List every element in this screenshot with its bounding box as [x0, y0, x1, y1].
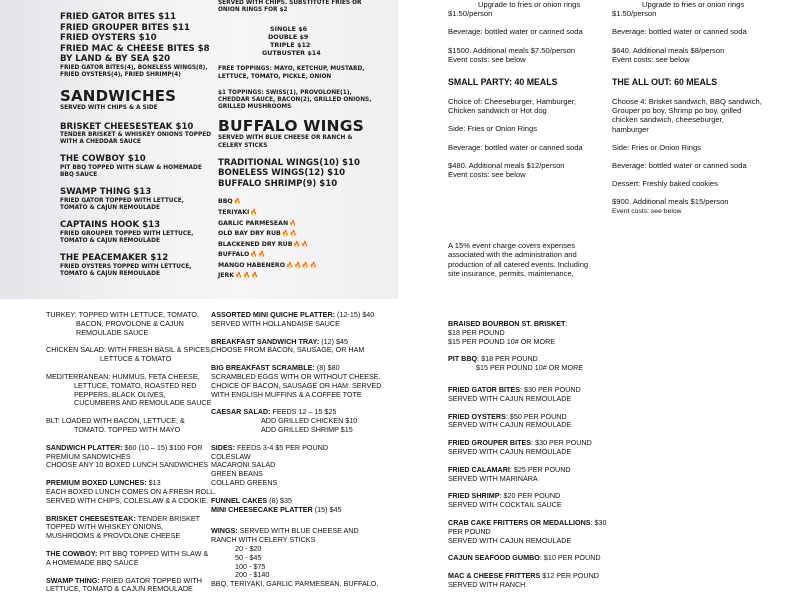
burger-size: DOUBLE $9: [268, 33, 309, 42]
party-beverage: Beverage: bottled water or canned soda: [448, 142, 583, 152]
med-line: LETTUCE, TOMATO, ROASTED RED: [74, 380, 197, 390]
upgrade-price: $1.50/person: [612, 9, 657, 19]
menu-item-name: THE COWBOY $10: [60, 154, 146, 165]
mini-cheesecake: MINI CHEESECAKE PLATTER (15) $45: [211, 504, 342, 514]
allout-price: $900. Additional meals $15/person: [612, 197, 729, 207]
brisket-cheesesteak: BRISKET CHEESESTEAK: TENDER BRISKET: [46, 513, 201, 523]
flame-icon: 🔥🔥: [293, 240, 310, 248]
flame-icon: 🔥🔥: [250, 251, 267, 259]
sauce-item: GARLIC PARMESEAN🔥: [218, 219, 298, 227]
blt-line: TOMATO. TOPPED WITH MAYO: [74, 424, 181, 434]
menu-item-name: CAPTAINS HOOK $13: [60, 220, 161, 231]
quiche-line: SERVED WITH HOLLANDAISE SAUCE: [211, 318, 340, 328]
menu-item: [60, 154, 210, 179]
pit-line: $15 PER POUND 10# OR MORE: [476, 363, 584, 373]
menu-item-name: THE PEACEMAKER $12: [60, 253, 169, 264]
sandwich-platter: SANDWICH PLATTER: $60 (10 – 15) $100 FOR: [46, 442, 203, 452]
menu-item-desc: FRIED GROUPER TOPPED WITH LETTUCE,: [60, 230, 194, 237]
paid-toppings: CHEDDAR SAUCE, BACON(2), GRILLED ONIONS,: [218, 97, 372, 104]
beverage-line: Beverage: bottled water or canned soda: [448, 27, 583, 37]
menu-item-desc: FRIED OYSTERS TOPPED WITH LETTUCE,: [60, 263, 192, 270]
blt-line: BLT: LOADED WITH BACON, LETTUCE, &: [46, 416, 185, 426]
breakfast-sandwich-tray: BREAKFAST SANDWICH TRAY: (12) $45: [211, 336, 348, 346]
turkey-line: REMOULADE SAUCE: [76, 327, 149, 337]
pound-item-line: SERVED WITH COCKTAIL SAUCE: [448, 500, 562, 510]
beverage-line: Beverage: bottled water or canned soda: [612, 27, 747, 37]
wings-subheading: CELERY STICKS: [218, 142, 268, 149]
pound-item-line: SERVED WITH CAJUN REMOULADE: [448, 420, 572, 430]
pound-item: FRIED GROUPER BITES: $30 PER POUND: [448, 438, 592, 448]
chicken-line: CHICKEN SALAD: WITH FRESH BASIL & SPICES,: [46, 345, 212, 355]
menu-item-desc: PIT BBQ TOPPED WITH SLAW & HOMEMADE: [60, 164, 202, 171]
pit-bbq: PIT BBQ: $18 PER POUND: [448, 354, 538, 364]
braised-brisket: BRAISED BOURBON ST. BRISKET:: [448, 319, 568, 328]
pound-item: CRAB CAKE FRITTERS OR MEDALLIONS: $30: [448, 517, 607, 527]
party-costs: Event costs: see below: [448, 170, 526, 180]
side-item: COLESLAW: [211, 451, 251, 461]
brisket-line: TOPPED WITH WHISKEY ONIONS,: [46, 522, 164, 532]
menu-item-desc: TOMATO & CAJUN REMOULADE: [60, 270, 160, 277]
package-price: $1500. Additional meals $7.50/person: [448, 45, 576, 55]
sauce-item: BBQ🔥: [218, 198, 242, 206]
swamp-line: LETTUCE, TOMATO & CAJUN REMOULADE: [46, 584, 193, 594]
menu-photo: [0, 0, 398, 299]
boxed-lunch: PREMIUM BOXED LUNCHES: $13: [46, 478, 161, 488]
paid-toppings: GRILLED MUSHROOMS: [218, 104, 292, 111]
menu-item: [60, 187, 210, 212]
event-costs: Event costs: see below: [448, 54, 526, 64]
burger-size: GUTBUSTER $14: [262, 49, 321, 58]
party-price: $480. Additional meals $12/person: [448, 160, 565, 170]
flame-icon: 🔥🔥🔥🔥: [285, 261, 318, 269]
sauce-item: BLACKENED DRY RUB🔥🔥: [218, 240, 310, 248]
menu-line: FRIED GROUPER BITES $11: [60, 22, 191, 33]
wings-price: 100 - $75: [235, 561, 266, 571]
brisket-line: MUSHROOMS & PROVOLONE CHEESE: [46, 531, 181, 541]
wings-item: BUFFALO SHRIMP(9) $10: [218, 178, 338, 189]
sandwiches-heading: SANDWICHES: [60, 87, 177, 106]
sandwich-list: [46, 310, 217, 594]
all-out-heading: THE ALL OUT: 60 MEALS: [612, 77, 718, 88]
party-choice: Chicken sandwich or Hot dog: [448, 106, 547, 116]
pound-item-line: SERVED WITH CAJUN REMOULADE: [448, 393, 572, 403]
braised-line: $18 PER POUND: [448, 327, 505, 337]
side-item: MACARONI SALAD: [211, 460, 276, 470]
burger-sizes: [218, 26, 398, 60]
burger-size: TRIPLE $12: [270, 41, 311, 50]
flame-icon: 🔥: [289, 219, 298, 227]
allout-choice: Choose 4: Brisket sandwich, BBQ sandwich,: [612, 97, 762, 107]
menu-item-desc: WITH A CHEDDAR SAUCE: [60, 139, 141, 146]
menu-desc: FRIED GATOR BITES(4), BONELESS WINGS(8),: [60, 64, 208, 71]
pound-item: FRIED CALAMARI: $25 PER POUND: [448, 464, 571, 474]
scramble-line: WITH ENGLISH MUFFINS & A COFFEE TOTE: [211, 389, 362, 399]
pound-item-line: SERVED WITH CAJUN REMOULADE: [448, 446, 572, 456]
wings-price: 200 - $140: [235, 570, 270, 580]
wings-item: BONELESS WINGS(12) $10: [218, 168, 346, 179]
menu-line: BY LAND & BY SEA $20: [60, 54, 171, 65]
allout-side: Side: Fries or Onion Rings: [612, 142, 702, 152]
upgrade-line: Upgrade to fries or onion rings: [478, 0, 581, 9]
sauce-item: BUFFALO🔥🔥: [218, 251, 267, 259]
wings-heading-bottom: WINGS: SERVED WITH BLUE CHEESE AND: [211, 526, 359, 536]
side-item: GREEN BEANS: [211, 469, 263, 479]
menu-desc: FRIED OYSTERS(4), FRIED SHRIMP(4): [60, 72, 181, 79]
the-cowboy: THE COWBOY: PIT BBQ TOPPED WITH SLAW &: [46, 548, 209, 558]
sandwich-platter-line: PREMIUM SANDWICHES: [46, 451, 131, 461]
caesar-add: ADD GRILLED SHRIMP $15: [261, 424, 353, 434]
wings-line: RANCH WITH CELERY STICKS: [211, 535, 316, 545]
sauce-item: MANGO HABENERO🔥🔥🔥🔥: [218, 261, 318, 269]
allout-choice: chicken sandwich, cheeseburger,: [612, 115, 724, 125]
party-choice: Choice of: Cheeseburger, Hamburger,: [448, 97, 576, 107]
pound-item: FRIED SHRIMP: $20 PER POUND: [448, 491, 561, 501]
burger-note: SERVED WITH CHIPS. SUBSTITUTE FRIES OR: [218, 0, 362, 6]
boxed-lunch-line: EACH BOXED LUNCH COMES ON A FRESH ROLL.: [46, 486, 217, 496]
menu-line: FRIED MAC & CHEESE BITES $8: [60, 43, 210, 54]
bst-line: CHOOSE FROM BACON, SAUSAGE, OR HAM: [211, 345, 365, 355]
boxed-lunch-line: SERVED WITH CHIPS, COLESLAW & A COOKIE.: [46, 495, 209, 505]
allout-choice: hamburger: [612, 124, 649, 134]
chicken-line: LETTUCE & TOMATO: [100, 354, 172, 364]
pound-item: FRIED GATOR BITES: $30 PER POUND: [448, 384, 581, 394]
allout-beverage: Beverage: bottled water or canned soda: [612, 161, 747, 171]
menu-photo-left-column: [60, 0, 210, 278]
allout-costs: Event costs: see below: [612, 207, 682, 215]
wings-sauces: BBQ, TERIYAKI, GARLIC PARMESEAN, BUFFALO,: [211, 579, 379, 589]
wings-subheading: SERVED WITH BLUE CHEESE OR RANCH &: [218, 135, 353, 142]
menu-line: [60, 2, 210, 12]
wings-item: TRADITIONAL WINGS(10) $10: [218, 157, 360, 168]
pound-item-line: PER POUND: [448, 526, 491, 536]
scramble-line: SCRAMBLED EGGS WITH OR WITHOUT CHEESE.: [211, 371, 381, 381]
allout-choice: Grouper po boy, Shrimp po boy, grilled: [612, 106, 742, 116]
caesar-salad: CAESAR SALAD: FEEDS 12 – 15 $25: [211, 407, 337, 417]
menu-item-desc: TOMATO & CAJUN REMOULADE: [60, 238, 160, 244]
catering-col-1: [448, 0, 608, 278]
event-charge-note: A 15% event charge covers expenses: [448, 241, 576, 251]
by-the-pound-list: [448, 320, 618, 590]
sauce-item: JERK🔥🔥🔥: [218, 272, 260, 280]
event-charge-note: production of all catered events. Including: [448, 259, 589, 269]
allout-dessert: Dessert: Freshly baked cookies: [612, 179, 718, 189]
free-toppings: LETTUCE, TOMATO, PICKLE, ONION: [218, 73, 332, 80]
menu-item-desc: TENDER BRISKET & WHISKEY ONIONS TOPPED: [60, 132, 212, 139]
free-toppings: FREE TOPPINGS: MAYO, KETCHUP, MUSTARD,: [218, 66, 365, 73]
menu-item-name: SWAMP THING $13: [60, 187, 152, 198]
pound-item-line: SERVED WITH MARINARA: [448, 473, 538, 483]
menu-item-name: BRISKET CHEESESTEAK $10: [60, 121, 194, 132]
scramble-line: CHOICE OF BACON, SAUSAGE OR HAM. SERVED: [211, 380, 382, 390]
breakfast-list: [211, 311, 391, 589]
pound-item: FRIED OYSTERS: $50 PER POUND: [448, 411, 567, 421]
cowboy-line: A HOMEMADE BBQ SAUCE: [46, 557, 139, 567]
upgrade-price: $1.50/person: [448, 9, 493, 19]
med-line: CUCUMBERS AND REMOULADE SAUCE: [74, 398, 212, 408]
wings-heading: BUFFALO WINGS: [218, 117, 365, 136]
burger-size: SINGLE $6: [270, 25, 308, 34]
menu-item: [60, 253, 210, 278]
sauce-item: OLD BAY DRY RUB🔥🔥: [218, 230, 298, 238]
med-line: PEPPERS, BLACK OLIVES,: [74, 389, 166, 399]
flame-icon: 🔥🔥🔥: [235, 272, 260, 280]
wings-price: 50 - $45: [235, 552, 262, 562]
side-item: COLLARD GREENS: [211, 477, 278, 487]
med-line: MEDITERRANEAN: HUMMUS, FETA CHEESE,: [46, 371, 200, 381]
pound-item: MAC & CHEESE FRITTERS $12 PER POUND: [448, 571, 599, 581]
upgrade-line: Upgrade to fries or onion rings: [642, 0, 745, 9]
sandwiches-subheading: SERVED WITH CHIPS & A SIDE: [60, 105, 158, 112]
menu-line: FRIED OYSTERS $10: [60, 33, 157, 44]
braised-line: $15 PER POUND 10# OR MORE: [448, 336, 556, 346]
flame-icon: 🔥: [233, 198, 242, 206]
wings-price: 20 - $20: [235, 543, 262, 553]
menu-item: [60, 122, 210, 147]
turkey-line: BACON, PROVOLONE & CAJUN: [76, 318, 184, 328]
pound-item-line: SERVED WITH CAJUN REMOULADE: [448, 535, 572, 545]
caesar-add: ADD GRILLED CHICKEN $10: [261, 416, 358, 426]
burger-note: ONION RINGS FOR $2: [218, 7, 288, 14]
menu-item-desc: TOMATO & CAJUN REMOULADE: [60, 205, 160, 212]
event-costs: Event costs: see below: [612, 54, 690, 64]
menu-line: FRIED GATOR BITES $11: [60, 12, 177, 22]
flame-icon: 🔥: [250, 208, 259, 216]
sides-heading: SIDES: FEEDS 3-4 $5 PER POUND: [211, 442, 329, 452]
small-party-heading: SMALL PARTY: 40 MEALS: [448, 77, 558, 88]
sauce-list: [218, 197, 398, 282]
flame-icon: 🔥🔥: [281, 230, 298, 238]
menu-item: [60, 220, 210, 245]
swamp-thing: SWAMP THING: FRIED GATOR TOPPED WITH: [46, 575, 202, 585]
event-charge-note: associated with the administration and: [448, 250, 577, 260]
sauce-item: TERIYAKI🔥: [218, 208, 259, 216]
sandwich-platter-line: CHOOSE ANY 10 BOXED LUNCH SANDWICHES: [46, 460, 209, 470]
quiche-platter: ASSORTED MINI QUICHE PLATTER: (12-15) $40: [211, 310, 375, 319]
menu-item-desc: FRIED GATOR TOPPED WITH LETTUCE,: [60, 197, 184, 204]
breakfast-scramble: BIG BREAKFAST SCRAMBLE: (8) $80: [211, 363, 340, 373]
party-side: Side: Fries or Onion Rings: [448, 124, 538, 134]
pound-item-line: SERVED WITH RANCH: [448, 579, 526, 589]
menu-item-desc: BBQ SAUCE: [60, 172, 98, 179]
funnel-cakes: FUNNEL CAKES (8) $35: [211, 495, 292, 505]
menu-photo-right-column: [218, 0, 398, 282]
turkey-line: TURKEY: TOPPED WITH LETTUCE, TOMATO,: [46, 310, 199, 319]
event-charge-note: site insurance, permits, maintenance,: [448, 268, 574, 278]
pound-item: CAJUN SEAFOOD GUMBO: $10 PER POUND: [448, 553, 601, 563]
catering-col-2: [612, 0, 798, 216]
package-price: $640. Additional meals $8/person: [612, 45, 725, 55]
paid-toppings: $1 TOPPINGS: SWISS(1), PROVOLONE(1),: [218, 89, 352, 96]
